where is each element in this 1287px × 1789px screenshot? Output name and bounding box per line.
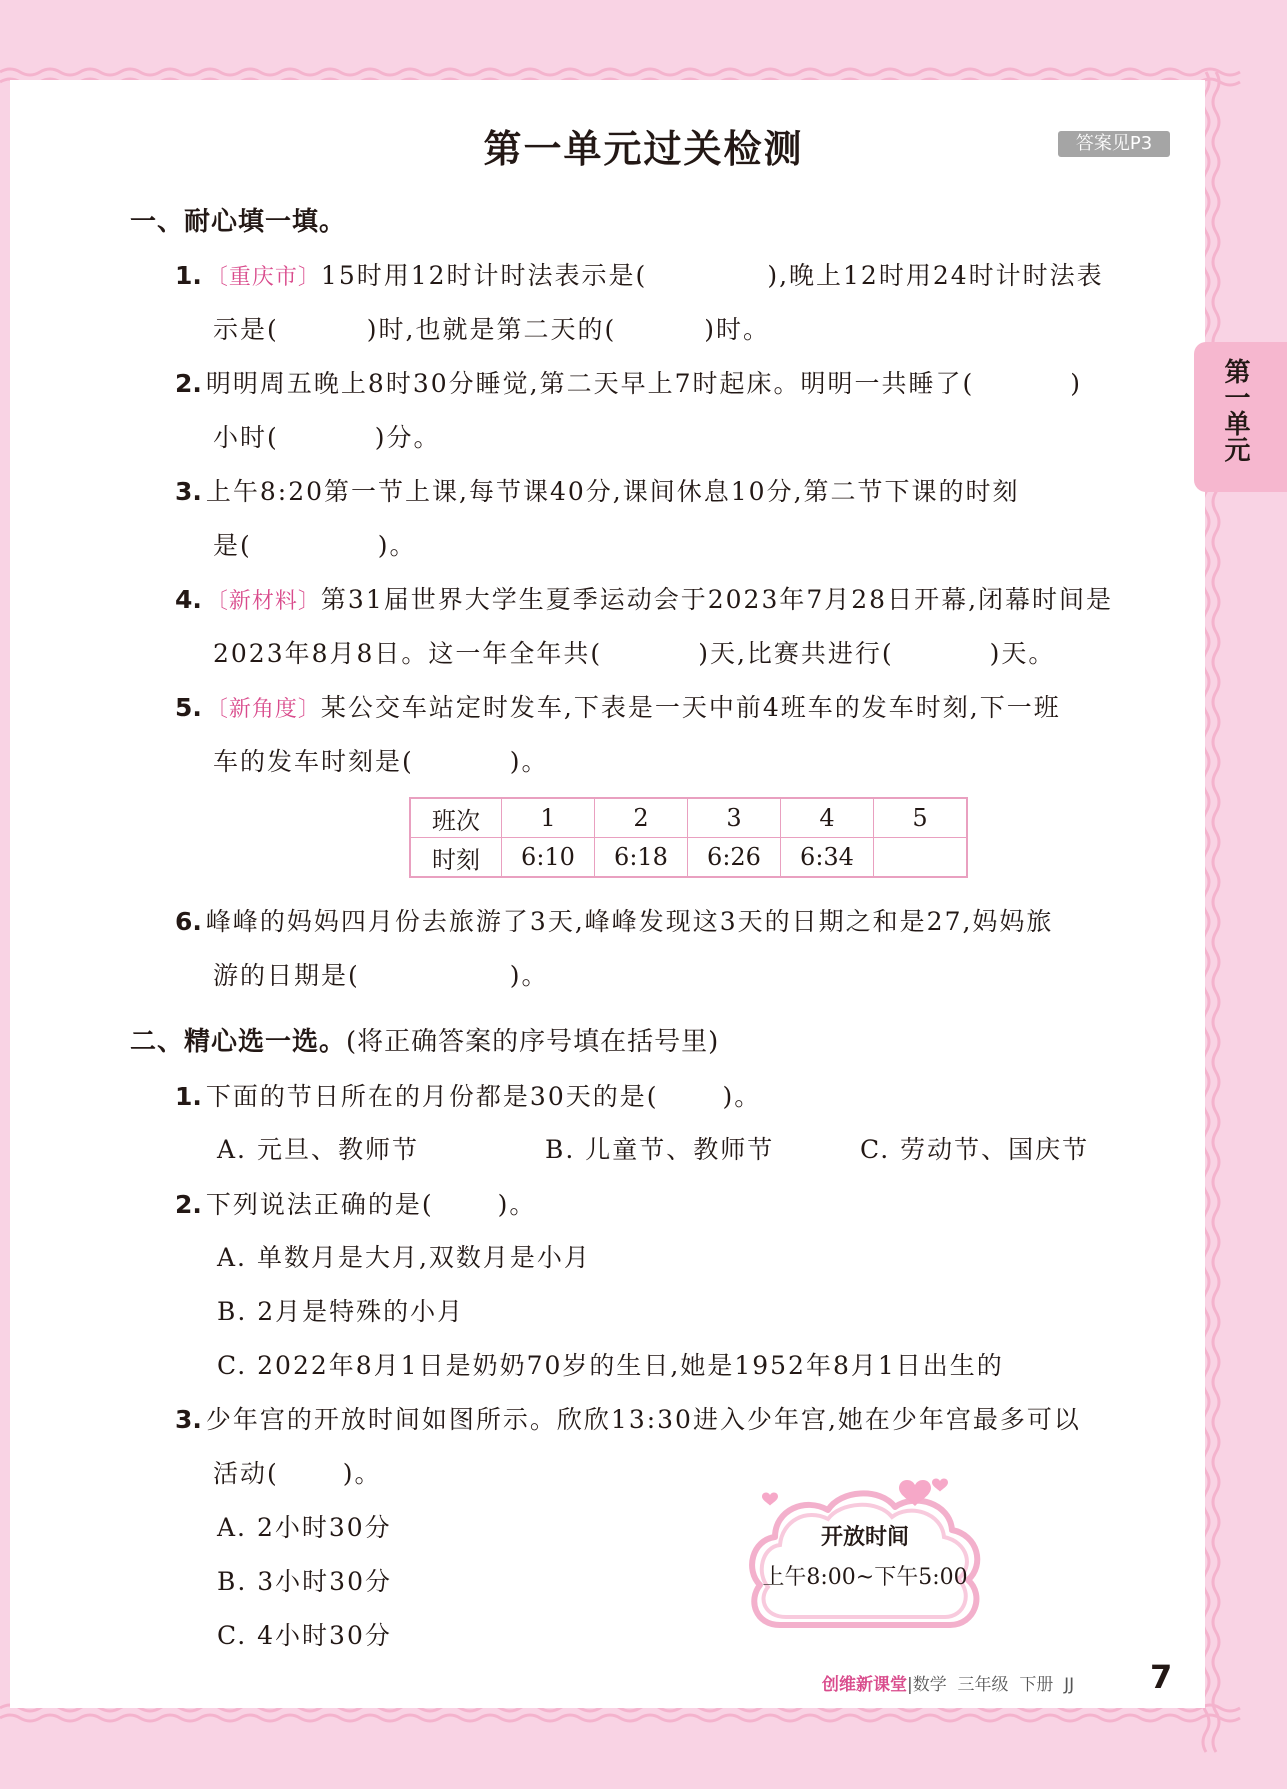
page-title: 第一单元过关检测 xyxy=(483,127,804,171)
question-number: 2. xyxy=(175,369,202,398)
sign-time: 上午8:00~下午5:00 xyxy=(762,1565,968,1590)
s1-q1-line2: 示是( )时,也就是第二天的( )时。 xyxy=(213,315,770,344)
table-header-cell: 班次 xyxy=(410,798,502,838)
s1-q2-line1: 2. 明明周五晚上8时30分睡觉,第二天早上7时起床。明明一共睡了( ) xyxy=(175,369,1082,398)
s1-q1-line1: 1. 〔重庆市〕15时用12时计时法表示是( ),晚上12时用24时计时法表 xyxy=(175,261,1104,290)
heart-icon xyxy=(762,1492,778,1505)
question-number: 6. xyxy=(175,907,202,936)
s2-q1-stem: 1. 下面的节日所在的月份都是30天的是( )。 xyxy=(175,1082,762,1111)
footer-brand: 创维新课堂 xyxy=(822,1675,907,1695)
option-b[interactable]: B. 2月是特殊的小月 xyxy=(217,1297,465,1326)
s1-q6-line2: 游的日期是( )。 xyxy=(213,961,549,990)
table-cell: 5 xyxy=(874,798,968,838)
question-number: 3. xyxy=(175,1405,202,1434)
option-b[interactable]: B. 3小时30分 xyxy=(217,1567,392,1596)
table-answer-cell[interactable] xyxy=(874,838,968,878)
footer-edition: JJ xyxy=(1064,1675,1075,1695)
section-1-heading: 一、耐心填一填。 xyxy=(130,207,347,237)
s1-q4-line1: 4. 〔新材料〕第31届世界大学生夏季运动会于2023年7月28日开幕,闭幕时间是 xyxy=(175,585,1114,614)
page-footer xyxy=(822,1670,1074,1695)
option-c[interactable]: C. 劳动节、国庆节 xyxy=(860,1135,1090,1164)
option-c[interactable]: C. 2022年8月1日是奶奶70岁的生日,她是1952年8月1日出生的 xyxy=(217,1351,1004,1380)
table-row xyxy=(410,838,967,878)
table-cell: 6:34 xyxy=(781,838,874,878)
question-number: 5. xyxy=(175,693,202,722)
s1-q5-line1: 5. 〔新角度〕某公交车站定时发车,下表是一天中前4班车的发车时刻,下一班 xyxy=(175,693,1061,722)
table-cell: 4 xyxy=(781,798,874,838)
table-cell: 6:18 xyxy=(595,838,688,878)
s1-q3-line2: 是( )。 xyxy=(213,531,417,560)
unit-side-tab xyxy=(1194,342,1287,492)
sign-title: 开放时间 xyxy=(820,1525,909,1550)
s2-q2-stem: 2. 下列说法正确的是( )。 xyxy=(175,1190,537,1219)
s1-q5-line2: 车的发车时刻是( )。 xyxy=(213,747,549,776)
question-number: 1. xyxy=(175,261,202,290)
question-number: 3. xyxy=(175,477,202,506)
table-cell: 3 xyxy=(688,798,781,838)
option-c[interactable]: C. 4小时30分 xyxy=(217,1621,392,1650)
s1-q2-line2: 小时( )分。 xyxy=(213,423,441,452)
heart-icon xyxy=(932,1478,948,1491)
section-2-heading: 二、精心选一选。(将正确答案的序号填在括号里) xyxy=(130,1027,720,1057)
question-number: 4. xyxy=(175,585,202,614)
s1-q3-line1: 3. 上午8:20第一节上课,每节课40分,课间休息10分,第二节下课的时刻 xyxy=(175,477,1020,506)
answer-reference-badge: 答案见P3 xyxy=(1058,131,1170,157)
unit-side-tab-label: 第一单元 xyxy=(1220,358,1250,462)
s1-q6-line1: 6. 峰峰的妈妈四月份去旅游了3天,峰峰发现这3天的日期之和是27,妈妈旅 xyxy=(175,907,1054,936)
option-a[interactable]: A. 2小时30分 xyxy=(217,1513,392,1542)
table-cell: 2 xyxy=(595,798,688,838)
s2-q3-line1: 3. 少年宫的开放时间如图所示。欣欣13:30进入少年宫,她在少年宫最多可以 xyxy=(175,1405,1081,1434)
option-a[interactable]: A. 元旦、教师节 xyxy=(217,1135,419,1164)
s2-q3-line2: 活动( )。 xyxy=(213,1459,382,1488)
s1-q4-line2: 2023年8月8日。这一年全年共( )天,比赛共进行( )天。 xyxy=(213,639,1056,668)
option-b[interactable]: B. 儿童节、教师节 xyxy=(545,1135,775,1164)
question-tag: 〔重庆市〕 xyxy=(205,265,321,290)
option-a[interactable]: A. 单数月是大月,双数月是小月 xyxy=(217,1243,591,1272)
question-number: 2. xyxy=(175,1190,202,1219)
bus-schedule-table xyxy=(409,797,968,878)
question-tag: 〔新角度〕 xyxy=(205,697,321,722)
table-cell: 1 xyxy=(502,798,595,838)
table-header-cell: 时刻 xyxy=(410,838,502,878)
footer-separator: | xyxy=(907,1675,913,1695)
question-number: 1. xyxy=(175,1082,202,1111)
page-number: 7 xyxy=(1150,1658,1173,1696)
table-cell: 6:26 xyxy=(688,838,781,878)
footer-volume: 下册 xyxy=(1019,1675,1054,1695)
footer-grade: 三年级 xyxy=(957,1675,1009,1695)
table-cell: 6:10 xyxy=(502,838,595,878)
footer-subject: 数学 xyxy=(912,1675,947,1695)
question-tag: 〔新材料〕 xyxy=(205,589,321,614)
table-row xyxy=(410,798,967,838)
